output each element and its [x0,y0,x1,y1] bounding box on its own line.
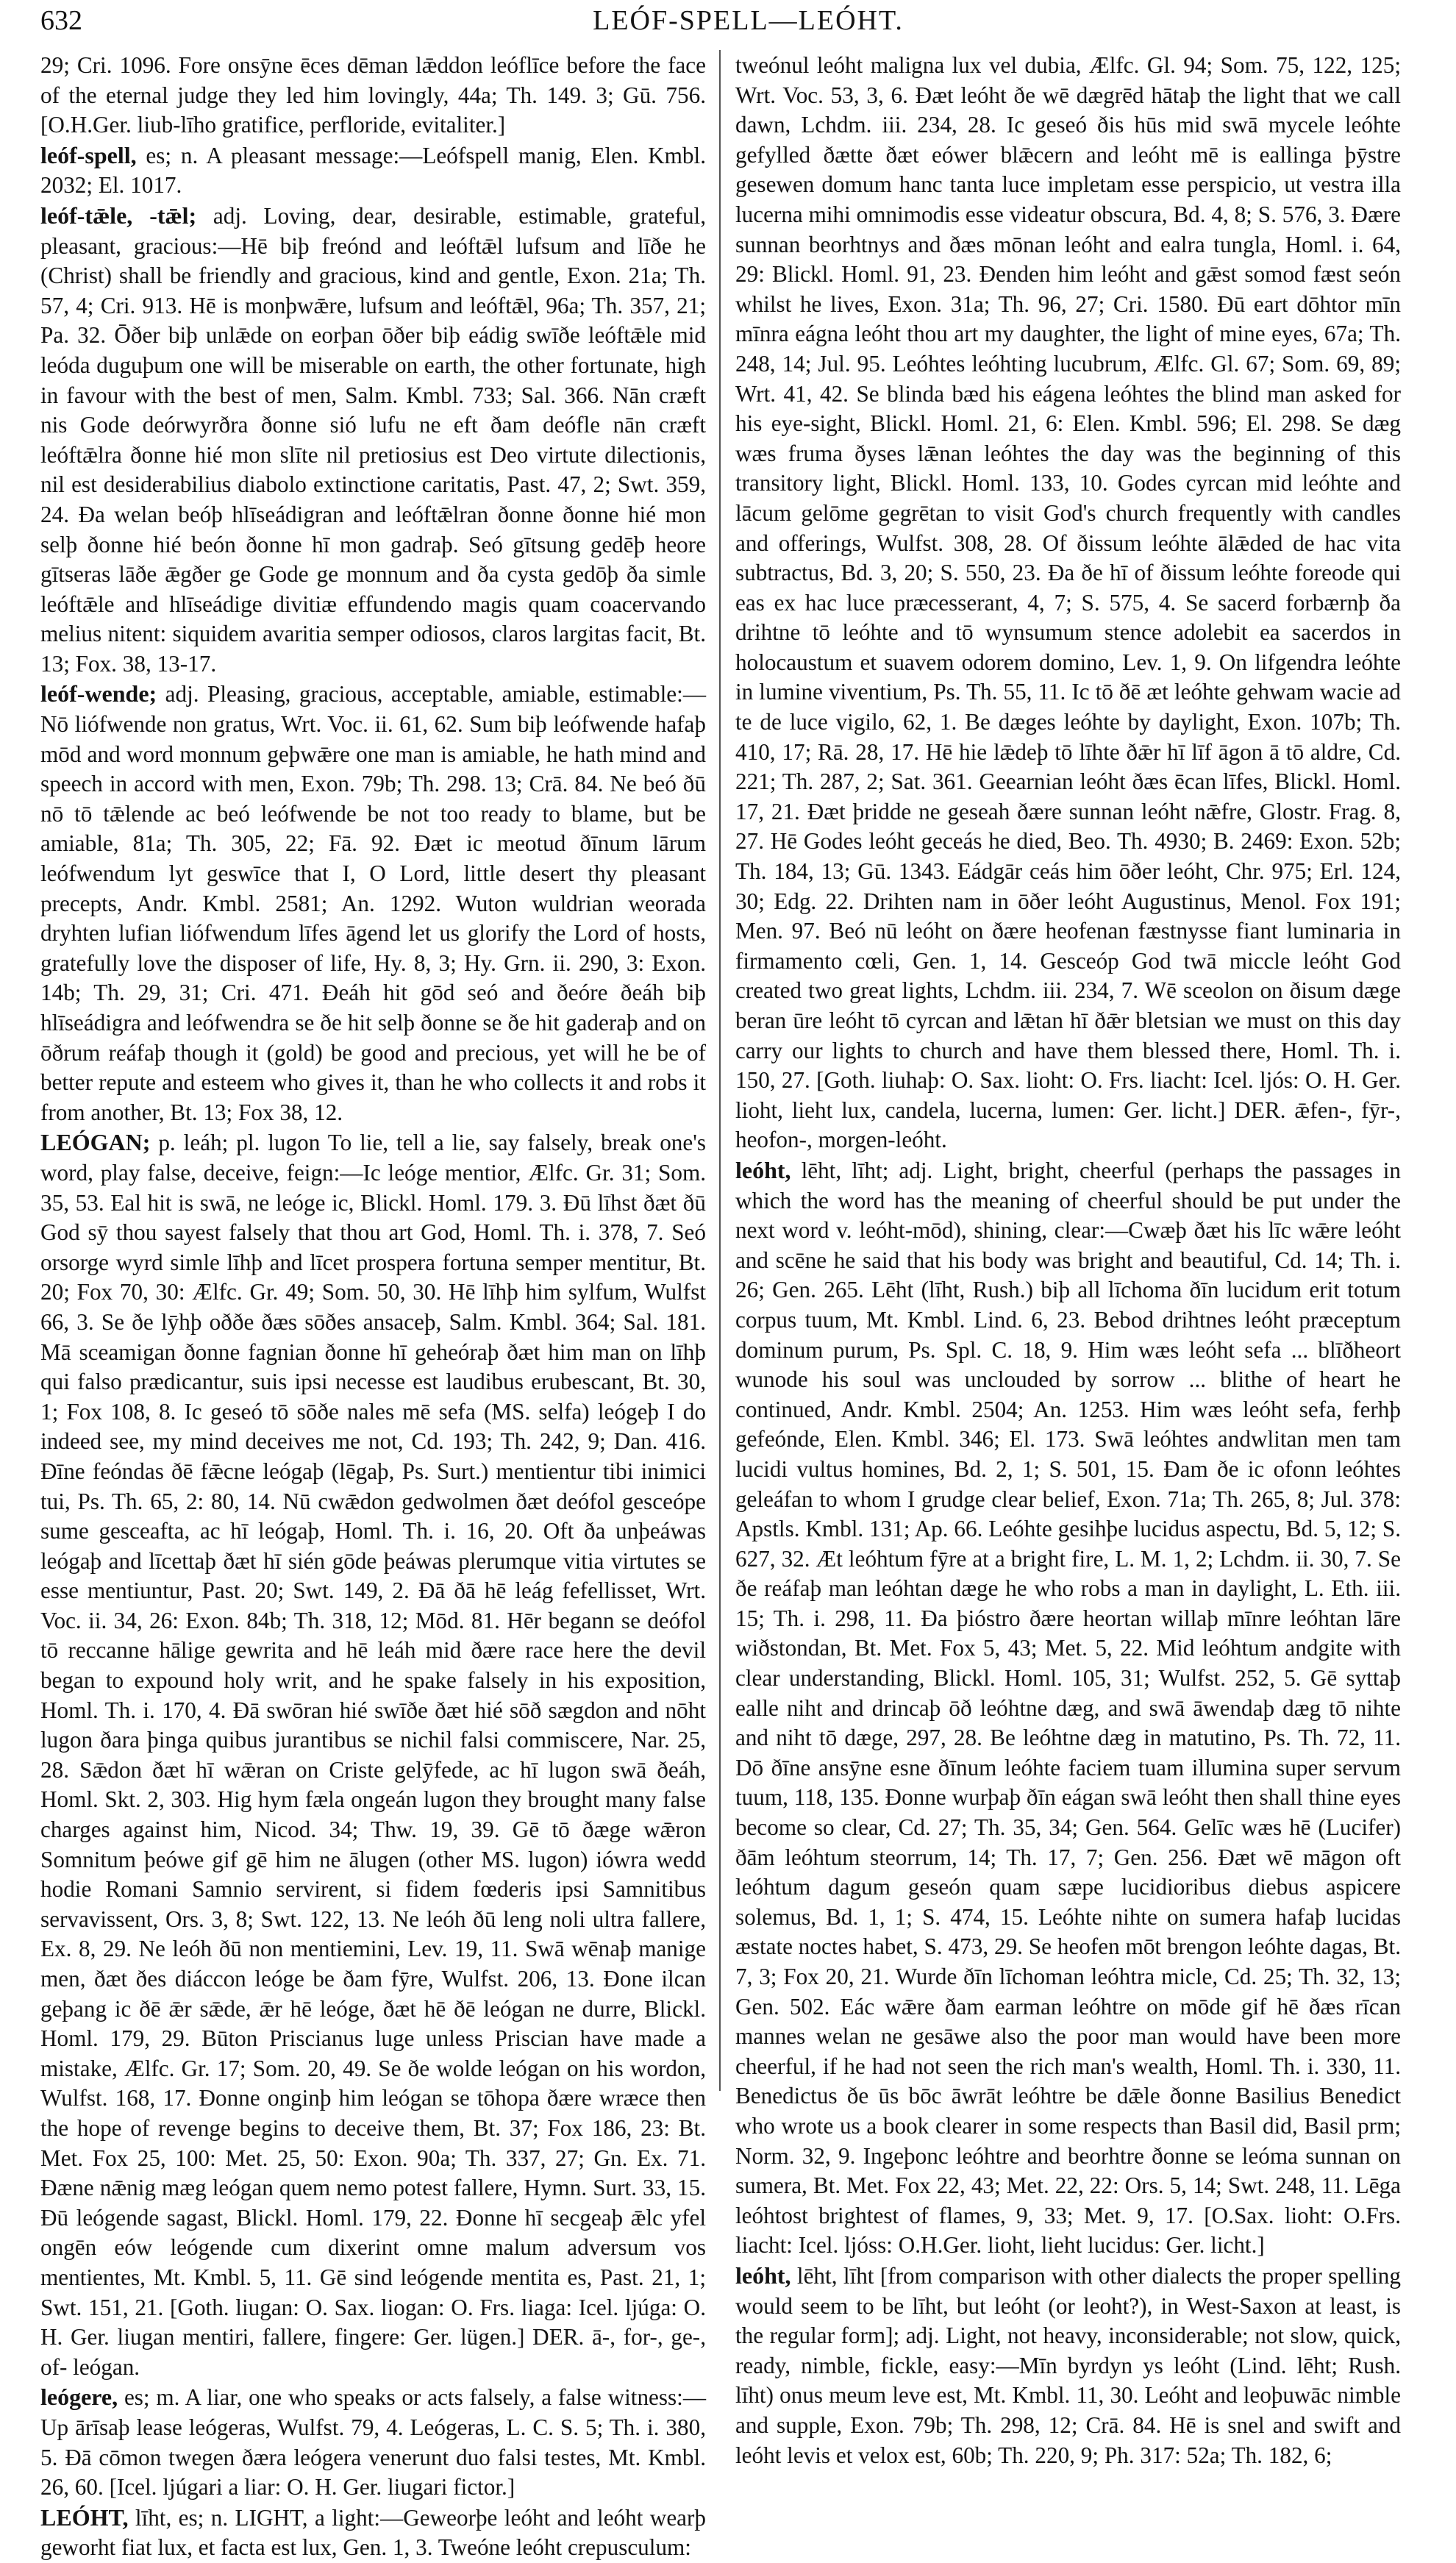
entry-headword: leógere, [40,2384,118,2411]
entry-headword: leóf-wende; [40,680,157,707]
running-head: LEÓF-SPELL—LEÓHT. [593,5,904,36]
entry-text: lēht, līht; adj. Light, bright, cheerful (perhaps the passages in which the word has the meaning of cheerful should be put under the next word v. leóht-mōd), shining, clear:—Cwæþ ðæt his līc wǣre leóht and scēne he said that his body was bright and beautiful, Cd. 14; Th. i. 26; Gen. 265. Lēht (līht, Rush.) biþ all līchoma ðīn lucidum erit totum corpus tuum, Mt. Kmbl. Lind. 6, 23. Bebod drihtnes leóht præceptum dominum purum, Ps. Spl. C. 18, 9. Him wæs leóht sefa ... blīðheort wunode his soul was unclouded by sorrow ... blithe of heart he continued, Andr. Kmbl. 2504; An. 1253. Him wæs leóht sefa, ferhþ gefeónde, Elen. Kmbl. 346; El. 173. Swā leóhtes andwlitan men tam lucidi vultus homines, Bd. 2, 1; S. 501, 15. Ðam ðe ic ofonn leóhtes geleáfan to whom I grudge clear belief, Exon. 71a; Th. 265, 8; Jul. 378: Apstls. Kmbl. 131; Ap. 66. Leóhte gesihþe lucidus aspectu, Bd. 5, 12; S. 627, 32. Æt leóhtum fȳre at a bright fire, L. M. 1, 2; Lchdm. ii. 30, 7. Se ðe reáfaþ man leóhtan dæge he who robs a man in daylight, L. Eth. iii. 15; Th. i. 298, 11. Ða þióstro ðære heortan willaþ mīnre leóhtan lāre wiðstondan, Bt. Met. Fox 5, 43; Met. 5, 22. Mid leóhtum andgite with clear understanding, Blickl. Homl. 105, 31; Wulfst. 252, 5. Gē syttaþ ealle niht and drincaþ ōð leóhtne dæg, and swā āwendaþ dæg tō nihte and niht tō dæge, 297, 28. Be leóhtne dæg in matutino, Ps. Th. 72, 11. Dō ðīne ansȳne esne ðīnum leóhte faciem tuam illumina super servum tuum, 118, 135. Ðonne wurþaþ ðīn eágan swā leóht then shall thine eyes become so clear, Cd. 27; Th. 35, 34; Gen. 564. Gelīc wæs hē (Lucifer) ðām leóhtum steorrum, 14; Th. 17, 7; Gen. 256. Ðæt wē māgon oft leóhtum dagum geseón quam sæpe lucidioribus diebus aspicere solemus, Bd. 1, 1; S. 474, 15. Leóhte nihte on sumera hafaþ lucidas æstate noctes habet, S. 473, 29. Se heofen mōt brengon leóhte dagas, Bt. 7, 3; Fox 20, 21. Wurde ðīn līchoman leóhtra micle, Cd. 25; Th. 32, 13; Gen. 502. Eác wǣre ðam earman leóhtre on mōde gif hē ðæs rīcan mannes welan ne gesāwe also the poor man would have been more cheerful, if he had not seen the rich man's wealth, Homl. Th. i. 330, 11. Benedictus ðe ūs bōc āwrāt leóhtre be dǣle ðonne Basilius Benedict who wrote us a book clearer in some respects than Basil did, Basil prm; Norm. 32, 9. Ingeþonc leóhtre and beorhtre ðonne se leóma sunnan on sumera, Bt. Met. Fox 22, 43; Met. 22, 22: Ors. 5, 14; Swt. 248, 11. Lēga leóhtost brightest of flames, 9, 33; Met. 9, 17. [O.Sax. lioht: O.Frs. liacht: Icel. ljóss: O.H.Ger. lioht, lieht lucidus: Ger. licht.] [735,1157,1402,2259]
entry-text: 29; Cri. 1096. Fore onsȳne ēces dēman lǣddon leóflīce before the face of the eternal judge they led him lovingly, 44a; Th. 149. 3; Gū. 756. [O.H.Ger. liub-līho gratifice, perfloride, evitaliter.] [40,52,706,138]
entry [40,2382,706,2502]
column-divider [719,50,721,2091]
left-column [40,50,707,2561]
entry-headword: LEÓHT, [40,2503,129,2531]
entry-headword: leóf-spell, [40,141,137,168]
entry-headword: leóht, [735,2261,791,2289]
entry [40,140,706,201]
entry [40,50,706,140]
page-number: 632 [40,5,82,36]
entry-text: adj. Loving, dear, desirable, estimable, grateful, pleasant, gracious:—Hē biþ freónd and leóftǣl lufsum and līðe he (Christ) shall be friendly and gracious, kind and gentle, Exon. 21a; Th. 57, 4; Cri. 913. Hē is monþwǣre, lufsum and leóftǣl, 96a; Th. 357, 21; Pa. 32. Ōðer biþ unlǣde on eorþan ōðer biþ eádig swīðe leóftǣle mid leóda duguþum one will be miserable on earth, the other fortunate, high in favour with the best of men, Salm. Kmbl. 733; Sal. 366. Nān cræft nis Gode deórwyrðra ðonne sió lufu ne eft ðam deófle nān cræft leóftǣlra ðonne hié mon slīte nil pretiosius est Deo virtute dilectionis, nil est desiderabilius diabolo extinctione caritatis, Past. 47, 2; Swt. 359, 24. Ða welan beóþ hlīseádigran and leóftǣlran ðonne ðonne hié mon selþ ðonne hié beón ðonne hī mon gadraþ. Seó gītsung gedēþ heore gītseras lāðe ǣgðer ge Gode ge monnum and ða cysta gedōþ ða simle leóftǣle and hlīseádige divitiæ effundendo magis quam coacervando melius nitent: siquidem avaritia semper odiosos, claros largitas facit, Bt. 13; Fox. 38, 13-17. [40,202,706,677]
entry [735,1155,1401,2261]
entry-text: p. leáh; pl. lugon To lie, tell a lie, say falsely, break one's word, play false, deceive, feign:—Ic leóge mentior, Ælfc. Gr. 31; Som. 35, 53. Eal hit is swā, ne leóge ic, Blickl. Homl. 179. 3. Ðū līhst ðæt ðū God sȳ thou sayest falsely that thou art God, Homl. Th. i. 378, 7. Seó orsorge wyrd simle līhþ and līcet prospera fortuna semper mentitur, Bt. 20; Fox 70, 30: Ælfc. Gr. 49; Som. 50, 30. Hē līhþ him sylfum, Wulfst 66, 3. Se ðe lȳhþ oððe ðæs sōðes ansaceþ, Salm. Kmbl. 364; Sal. 181. Mā sceamigan ðonne fagnian ðonne hī geheóraþ ðæt him man on līhþ qui falso prædicantur, suis ipsi necesse est laudibus erubescant, Bt. 30, 1; Fox 108, 8. Ic geseó tō sōðe nales mē sefa (MS. selfa) leógeþ I do indeed see, my mind deceives me not, Cd. 193; Th. 242, 9; Dan. 416. Ðīne feóndas ðē fǣcne leógaþ (lēgaþ, Ps. Surt.) mentientur tibi inimici tui, Ps. Th. 65, 2: 80, 14. Nū cwǣdon gedwolmen ðæt deófol gesceópe sume gesceafta, ac hī leógaþ, Homl. Th. i. 16, 20. Oft ða unþeáwas leógaþ and līcettaþ ðæt hī sién gōde þeáwas plerumque vitia virtutes se esse mentiuntur, Past. 20; Swt. 149, 2. Ðā ðā hē leág fefellisset, Wrt. Voc. ii. 34, 26: Exon. 84b; Th. 318, 12; Mōd. 81. Hēr begann se deófol tō reccanne hālige gewrita and hē leáh mid ðære race here the devil began to expound holy writ, and he spake falsely in his exposition, Homl. Th. i. 170, 4. Ðā swōran hié swīðe ðæt hié sōð sægdon and nōht lugon ðara þinga quibus jurantibus se nichil falsi commiscere, Nar. 25, 28. Sǣdon ðæt hī wǣran on Criste gelȳfede, ac hī lugon swā ðeáh, Homl. Skt. 2, 303. Hig hym fæla ongeán lugon they brought many false charges against him, Nicod. 34; Thw. 19, 39. Gē tō ðæge wǣron Somnitum þeówe gif gē him ne ālugen (other MS. lugon) iówra wedd hodie Romani Samnio servirent, si fidem fœderis ipsi Samnitibus servavissent, Ors. 3, 8; Swt. 122, 13. Ne leóh ðū leng noli ultra fallere, Ex. 8, 29. Ne leóh ðū non mentiemini, Lev. 19, 11. Swā wēnaþ manige men, ðæt ðes diáccon leóge be ðam fȳre, Wulfst. 206, 13. Ðone ilcan geþang ic ðē ǣr sǣde, ǣr hē leóge, ðæt hē ðē leógan ne durre, Blickl. Homl. 179, 29. Būton Priscianus luge unless Priscian have made a mistake, Ælfc. Gr. 17; Som. 20, 49. Se ðe wolde leógan on his wordon, Wulfst. 168, 17. Ðonne onginþ him leógan se tōhopa ðære wræce then the hope of revenge begins to deceive them, Bt. 37; Fox 186, 23: Bt. Met. Fox 25, 100: Met. 25, 50: Exon. 90a; Th. 337, 27; Gn. Ex. 71. Ðæne nǣnig mæg leógan quem nemo potest fallere, Hymn. Surt. 33, 15. Ðū leógende sagast, Blickl. Homl. 179, 22. Ðonne hī secgeaþ ǣlc yfel ongēn eów leógende cum dixerint omne malum adversum vos mentientes, Mt. Kmbl. 5, 11. Gē sind leógende mentita es, Past. 21, 1; Swt. 151, 21. [Goth. liugan: O. Sax. liogan: O. Frs. liaga: Icel. ljúga: O. H. Ger. liugan mentiri, fallere, fingere: Ger. lügen.] DER. ā-, for-, ge-, of- leógan. [40,1130,706,2380]
page-header [40,4,1456,41]
entry-text: līht, es; n. LIGHT, a light:—Geweorþe leóht and leóht wearþ geworht fiat lux, et facta est lux, Gen. 1, 3. Tweóne leóht crepusculum: [40,2504,706,2561]
entry [735,2261,1401,2470]
entry-text: es; m. A liar, one who speaks or acts falsely, a false witness:—Up ārīsaþ lease leógeras, Wulfst. 79, 4. Leógeras, L. C. S. 5; Th. i. 380, 5. Ðā cōmon twegen ðæra leógera venerunt duo falsi testes, Mt. Kmbl. 26, 60. [Icel. ljúgari a liar: O. H. Ger. liugari fictor.] [40,2384,707,2500]
entry-headword: leóht, [735,1156,791,1183]
entry [735,50,1401,1155]
entry-text: es; n. A pleasant message:—Leófspell manig, Elen. Kmbl. 2032; El. 1017. [40,142,706,199]
entry [40,2503,706,2563]
entry [40,1127,706,2382]
entry-headword: leóf-tǣle, -tǣl; [40,202,197,229]
entry-text: lēht, līht [from comparison with other dialects the proper spelling would seem to be līht, but leóht (or leoht?), in West-Saxon at least, is the regular form]; adj. Light, not heavy, inconsiderable; not slow, quick, ready, nimble, fickle, easy:—Mīn byrdyn ys leóht (Lind. lēht; Rush. līht) onus meum leve est, Mt. Kmbl. 11, 30. Leóht and leoþuwāc nimble and supple, Exon. 79b; Th. 298, 12; Crā. 84. Hē is snel and swift and leóht levis et velox est, 60b; Th. 220, 9; Ph. 317: 52a; Th. 182, 6; [735,2262,1401,2468]
entry [40,679,706,1127]
right-column [735,50,1402,2468]
entry [40,201,706,680]
entry-text: tweónul leóht maligna lux vel dubia, Ælfc. Gl. 94; Som. 75, 122, 125; Wrt. Voc. 53, 3, 6. Ðæt leóht ðe wē dægrēd hātaþ the light that we call dawn, Lchdm. iii. 234, 28. Ic geseó ðis hūs mid swā mycele leóhte gefylled ðætte ðæt eówer blǣcern and leóht mē is eallinga þȳstre gesewen domum hanc tanta luce impletam esse perspicio, ut vestra illa lucerna mihi omnimodis esse videatur obscura, Bd. 4, 8; S. 576, 3. Ðære sunnan beorhtnys and ðæs mōnan leóht and ealra tungla, Homl. i. 64, 29: Blickl. Homl. 91, 23. Ðenden him leóht and gǣst somod fæst seón whilst he lives, Exon. 31a; Th. 96, 27; Cri. 1580. Ðū eart dōhtor mīn mīnra eágna leóht thou art my daughter, the light of mine eyes, 67a; Th. 248, 14; Jul. 95. Leóhtes leóhting lucubrum, Ælfc. Gl. 67; Som. 69, 89; Wrt. 41, 42. Se blinda bæd his eágena leóhtes the blind man asked for his eye-sight, Blickl. Homl. 21, 6: Elen. Kmbl. 596; El. 298. Se dæg wæs fruma ðyses lǣnan leóhtes the day was the beginning of this transitory light, Blickl. Homl. 133, 10. Godes cyrcan mid leóhte and lācum gelōme gegrētan to visit God's church frequently with candles and offerings, Wulfst. 308, 28. Of ðissum leóhte ālǣded de hac vita subtractus, Bd. 3, 20; S. 550, 23. Ða ðe hī of ðissum leóhte foreode qui eas ex hac luce præcesserant, 4, 7; S. 575, 4. Se sacerd forbærnþ ða drihtne tō leóhte and tō wynsumum stence adolebit ea sacerdos in holocaustum et suavem odorem domino, Lev. 1, 9. On lifgendra leóhte in lumine viventium, Ps. Th. 55, 11. Ic tō ðē æt leóhte gehwam wacie ad te de luce vigilo, 62, 1. Be dæges leóhte by daylight, Exon. 107b; Th. 410, 17; Rā. 28, 17. Hē hie lǣdeþ tō līhte ðǣr hī līf āgon ā tō aldre, Cd. 221; Th. 287, 2; Sat. 361. Geearnian leóht ðæs ēcan līfes, Blickl. Homl. 17, 21. Ðæt þridde ne geseah ðære sunnan leóht nǣfre, Glostr. Frag. 8, 27. Hē Godes leóht geceás he died, Beo. Th. 4930; B. 2469: Exon. 52b; Th. 184, 13; Gū. 1343. Eádgār ceás him ōðer leóht, Chr. 975; Erl. 124, 30; Edg. 22. Drihten nam in ōðer leóht Augustinus, Menol. Fox 191; Men. 97. Beó nū leóht on ðære heofenan fæstnysse fiant luminaria in firmamento cœli, Gen. 1, 14. Gesceóp God twā miccle leóht God created two great lights, Lchdm. iii. 234, 7. Wē sceolon on ðisum dæge beran ūre leóht tō cyrcan and lǣtan hī ðǣr bletsian we must on this day carry our lights to church and have them blessed there, Homl. Th. i. 150, 27. [Goth. liuhaþ: O. Sax. lioht: O. Frs. liacht: Icel. ljós: O. H. Ger. lioht, lieht lux, candela, lucerna, lumen: Ger. licht.] DER. ǣfen-, fȳr-, heofon-, morgen-leóht. [735,52,1401,1153]
entry-text: adj. Pleasing, gracious, acceptable, amiable, estimable:—Nō liófwende non gratus, Wrt. Voc. ii. 61, 62. Sum biþ leófwende hafaþ mōd and word monnum geþwǣre one man is amiable, he hath mind and speech in accord with men, Exon. 79b; Th. 298. 13; Crā. 84. Ne beó ðū nō tō tǣlende ac beó leófwende be not too ready to blame, but be amiable, 81a; Th. 305, 22; Fā. 92. Ðæt ic meotud ðīnum lārum leófwendum lyt geswīce that I, O Lord, little desert thy pleasant precepts, Andr. Kmbl. 2581; An. 1292. Wuton wuldrian weorada dryhten lufian liófwendum līfes āgend let us glorify the Lord of hosts, gratefully love the disposer of life, Hy. 8, 3; Hy. Grn. ii. 290, 3: Exon. 14b; Th. 29, 31; Cri. 471. Ðeáh hit gōd seó and ðeóre ðeáh biþ hlīseádigra and leófwendra se ðe hit selþ ðonne se ðe hit gaderaþ and on ōðrum reáfaþ though it (gold) be good and precious, yet will he be of better repute and esteem who gives it, than he who collects it and robs it from another, Bt. 13; Fox 38, 12. [40,681,707,1125]
entry-headword: LEÓGAN; [40,1129,151,1156]
